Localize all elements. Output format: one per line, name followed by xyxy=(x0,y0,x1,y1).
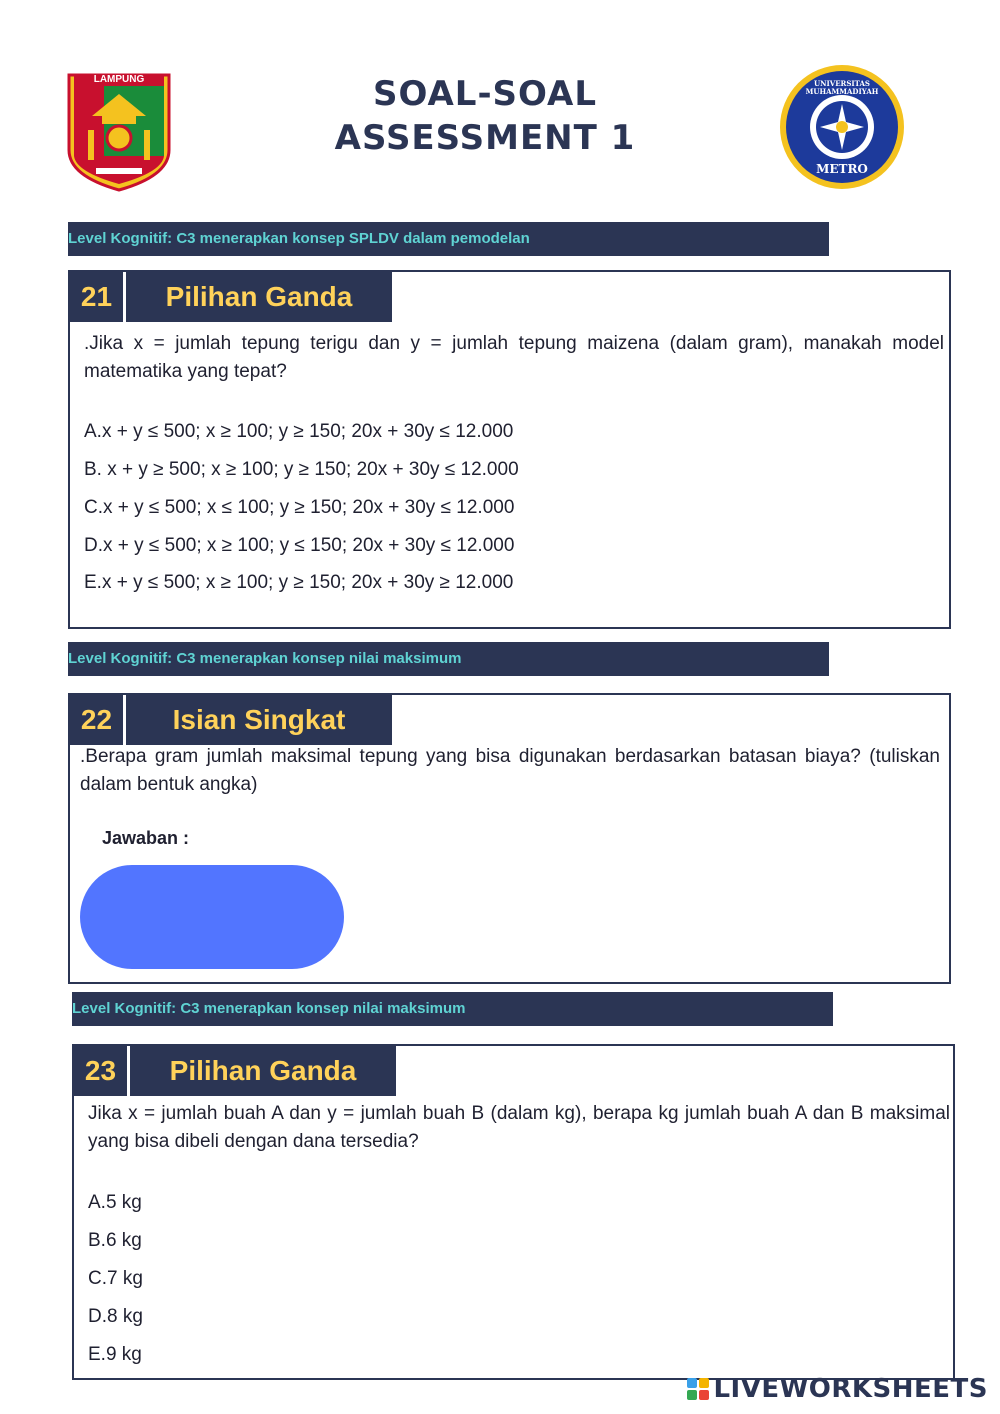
question-text: .Jika x = jumlah tepung terigu dan y = jumlah tepung maizena (dalam gram), manakah model matematika yang tepat? xyxy=(84,333,944,382)
option-d[interactable]: D.8 kg xyxy=(88,1306,143,1327)
question-type: Isian Singkat xyxy=(172,704,346,735)
level-bar-q23 xyxy=(72,992,833,1026)
liveworksheets-icon xyxy=(687,1378,709,1400)
question-card-21 xyxy=(68,270,951,629)
level-bar-q21 xyxy=(68,222,829,256)
brand-name: LIVEWORKSHEETS xyxy=(713,1374,988,1404)
title-line-2: ASSESSMENT 1 xyxy=(334,118,636,158)
question-type: Pilihan Ganda xyxy=(165,281,353,312)
level-label: Level Kognitif: C3 menerapkan konsep SPLDV dalam pemodelan xyxy=(68,230,530,247)
answer-label: Jawaban : xyxy=(102,828,190,848)
emblem-label: LAMPUNG xyxy=(93,74,145,85)
question-text: .Berapa gram jumlah maksimal tepung yang bisa digunakan berdasarkan batasan biaya? (tuliskan dalam bentuk angka) xyxy=(80,746,940,795)
liveworksheets-logo xyxy=(687,1374,988,1404)
question-number: 22 xyxy=(70,695,126,745)
option-a[interactable]: A.x + y ≤ 500; x ≥ 100; y ≥ 150; 20x + 30y ≤ 12.000 xyxy=(84,421,514,442)
question-header xyxy=(74,1046,396,1096)
question-type: Pilihan Ganda xyxy=(169,1055,357,1086)
option-d[interactable]: D.x + y ≤ 500; x ≥ 100; y ≤ 150; 20x + 30y ≤ 12.000 xyxy=(84,535,515,556)
lampung-emblem xyxy=(66,72,172,192)
level-bar-q22 xyxy=(68,642,829,676)
option-b[interactable]: B. x + y ≥ 500; x ≥ 100; y ≥ 150; 20x + 30y ≤ 12.000 xyxy=(84,459,519,480)
answer-input[interactable] xyxy=(80,865,344,969)
seal-label-top: UNIVERSITAS MUHAMMADIYAH xyxy=(805,79,879,96)
level-label: Level Kognitif: C3 menerapkan konsep nilai maksimum xyxy=(68,650,462,667)
question-text: Jika x = jumlah buah A dan y = jumlah buah B (dalam kg), berapa kg jumlah buah A dan B maksimal yang bisa dibeli dengan dana tersedia? xyxy=(88,1103,950,1152)
page-title xyxy=(300,72,670,160)
option-c[interactable]: C.x + y ≤ 500; x ≤ 100; y ≥ 150; 20x + 30y ≤ 12.000 xyxy=(84,497,515,518)
question-number: 21 xyxy=(70,272,126,322)
university-seal xyxy=(774,62,910,192)
option-a[interactable]: A.5 kg xyxy=(88,1192,142,1213)
question-header xyxy=(70,272,392,322)
question-card-22 xyxy=(68,693,951,984)
title-line-1: SOAL-SOAL xyxy=(372,74,598,114)
level-label: Level Kognitif: C3 menerapkan konsep nilai maksimum xyxy=(72,1000,466,1017)
option-c[interactable]: C.7 kg xyxy=(88,1268,143,1289)
question-header xyxy=(70,695,392,745)
question-card-23 xyxy=(72,1044,955,1380)
option-e[interactable]: E.9 kg xyxy=(88,1344,142,1365)
seal-label-bottom: METRO xyxy=(816,162,868,176)
option-e[interactable]: E.x + y ≤ 500; x ≥ 100; y ≥ 150; 20x + 30y ≥ 12.000 xyxy=(84,572,514,593)
option-b[interactable]: B.6 kg xyxy=(88,1230,142,1251)
question-number: 23 xyxy=(74,1046,130,1096)
